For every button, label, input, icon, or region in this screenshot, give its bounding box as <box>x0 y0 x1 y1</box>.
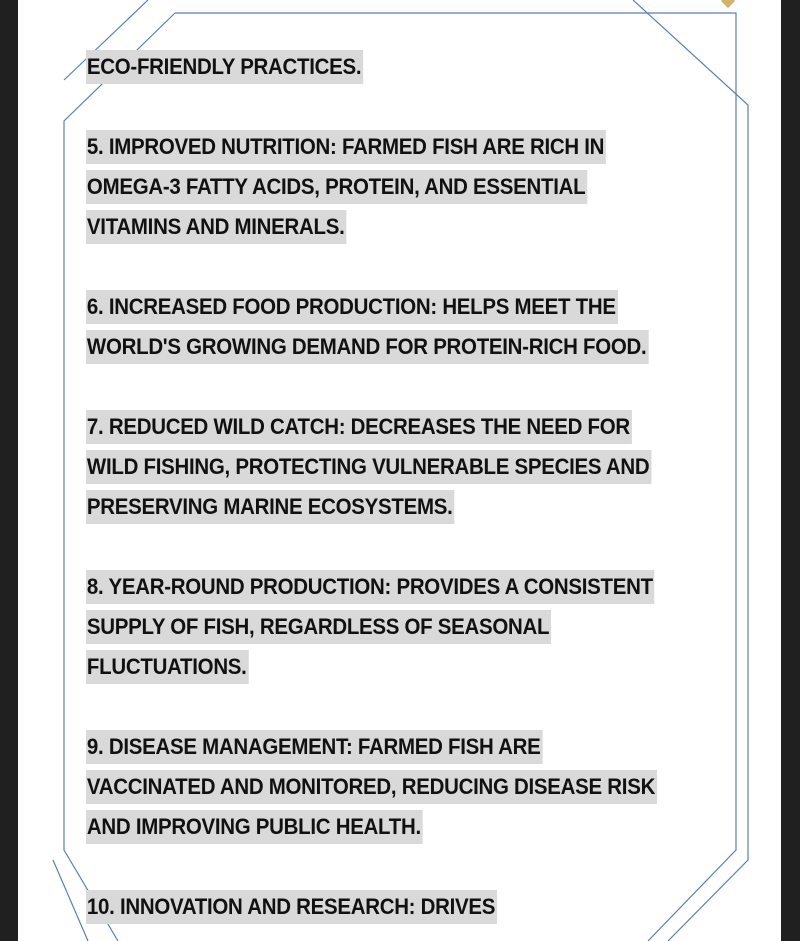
text-line <box>86 50 726 90</box>
highlighted-text: WORLD'S GROWING DEMAND FOR PROTEIN-RICH FOOD. <box>86 330 648 364</box>
text-line <box>86 650 726 690</box>
document-page <box>18 0 781 941</box>
text-line <box>86 170 726 210</box>
text-line <box>86 330 726 370</box>
text-line <box>86 450 726 490</box>
highlighted-text: PRESERVING MARINE ECOSYSTEMS. <box>86 490 454 524</box>
text-line <box>86 130 726 170</box>
highlighted-text: ECO-FRIENDLY PRACTICES. <box>86 50 363 84</box>
text-line <box>86 490 726 530</box>
paragraph <box>86 410 726 530</box>
text-line <box>86 730 726 770</box>
paragraph <box>86 290 726 370</box>
highlighted-text: VITAMINS AND MINERALS. <box>86 210 346 244</box>
highlighted-text: 10. INNOVATION AND RESEARCH: DRIVES <box>86 890 497 924</box>
text-line <box>86 210 726 250</box>
highlighted-text: FLUCTUATIONS. <box>86 650 248 684</box>
text-line <box>86 890 726 930</box>
highlighted-text: SUPPLY OF FISH, REGARDLESS OF SEASONAL <box>86 610 551 644</box>
paragraph <box>86 890 726 930</box>
paragraph <box>86 50 726 90</box>
text-line <box>86 610 726 650</box>
paragraph <box>86 130 726 250</box>
highlighted-text: 5. IMPROVED NUTRITION: FARMED FISH ARE RICH IN <box>86 130 606 164</box>
highlighted-text: 7. REDUCED WILD CATCH: DECREASES THE NEED FOR <box>86 410 632 444</box>
paragraph <box>86 730 726 850</box>
highlighted-text: 6. INCREASED FOOD PRODUCTION: HELPS MEET THE <box>86 290 618 324</box>
highlighted-text: AND IMPROVING PUBLIC HEALTH. <box>86 810 423 844</box>
document-text <box>86 50 726 941</box>
paragraph <box>86 570 726 690</box>
highlighted-text: WILD FISHING, PROTECTING VULNERABLE SPECIES AND <box>86 450 651 484</box>
text-line <box>86 810 726 850</box>
highlighted-text: VACCINATED AND MONITORED, REDUCING DISEASE RISK <box>86 770 657 804</box>
highlighted-text: 8. YEAR-ROUND PRODUCTION: PROVIDES A CONSISTENT <box>86 570 655 604</box>
highlighted-text: OMEGA-3 FATTY ACIDS, PROTEIN, AND ESSENTIAL <box>86 170 587 204</box>
text-line <box>86 570 726 610</box>
text-line <box>86 410 726 450</box>
text-line <box>86 770 726 810</box>
text-line <box>86 290 726 330</box>
highlighted-text: 9. DISEASE MANAGEMENT: FARMED FISH ARE <box>86 730 542 764</box>
